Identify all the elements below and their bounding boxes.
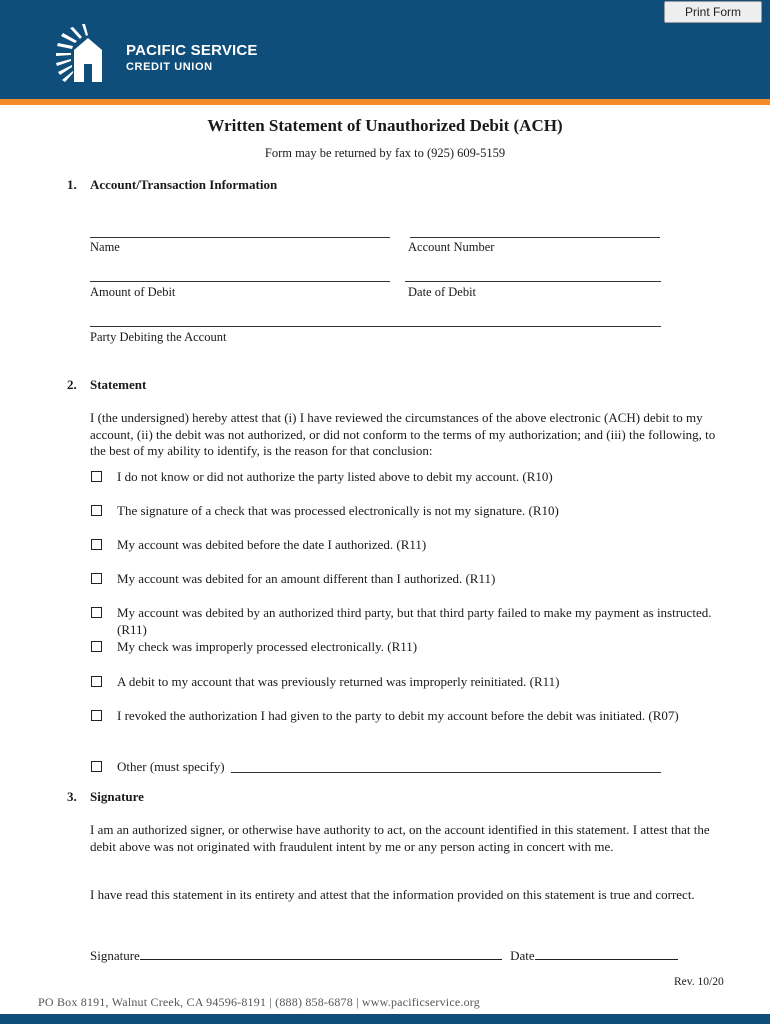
reason-option-4: My account was debited for an amount different than I authorized. (R11) bbox=[117, 571, 496, 586]
date-of-debit-label: Date of Debit bbox=[408, 285, 477, 299]
name-field[interactable] bbox=[90, 237, 390, 238]
party-debiting-field[interactable] bbox=[90, 326, 661, 327]
account-number-label: Account Number bbox=[408, 240, 495, 254]
reason-option-1: I do not know or did not authorize the party listed above to debit my account. (R10) bbox=[117, 469, 553, 484]
reason-option-6: My check was improperly processed electronically. (R11) bbox=[117, 639, 418, 654]
signature-label: Signature bbox=[90, 948, 140, 963]
reason-checkbox-other[interactable] bbox=[91, 761, 102, 772]
logo-name: PACIFIC SERVICE bbox=[126, 42, 258, 59]
date-label: Date bbox=[510, 948, 535, 963]
reason-checkbox-5[interactable] bbox=[91, 607, 102, 618]
signature-row bbox=[90, 947, 678, 964]
party-debiting-label: Party Debiting the Account bbox=[90, 330, 227, 344]
reason-option-3: My account was debited before the date I authorized. (R11) bbox=[117, 537, 427, 552]
section-3-number: 3. bbox=[67, 789, 77, 804]
section-2-title: Statement bbox=[90, 377, 147, 392]
reason-option-other: Other (must specify) bbox=[117, 759, 225, 774]
section-1-number: 1. bbox=[67, 177, 77, 192]
logo-sunburst-icon bbox=[56, 24, 114, 84]
section-2-number: 2. bbox=[67, 377, 77, 392]
revision-note: Rev. 10/20 bbox=[674, 976, 724, 988]
amount-of-debit-label: Amount of Debit bbox=[90, 285, 176, 299]
footer-contact: PO Box 8191, Walnut Creek, CA 94596-8191 | (888) 858-6878 | www.pacificservice.org bbox=[38, 995, 480, 1009]
statement-intro: I (the undersigned) hereby attest that (i) I have reviewed the circumstances of the above electronic (ACH) debit to my account, (ii) the debit was not authorized, or did not conform to the terms of my authorization; and (iii) the following, to the best of my ability to identify, is the reason for that conclusion: bbox=[90, 410, 716, 458]
accent-stripe bbox=[0, 99, 770, 105]
reason-option-8: I revoked the authorization I had given to the party to debit my account before the debit was initiated. (R07) bbox=[117, 708, 679, 723]
signature-confirmation: I have read this statement in its entirety and attest that the information provided on this statement is true and correct. bbox=[90, 887, 695, 902]
print-form-button[interactable]: Print Form bbox=[664, 1, 762, 23]
reason-checkbox-2[interactable] bbox=[91, 505, 102, 516]
signature-field[interactable] bbox=[140, 947, 502, 960]
reason-option-7: A debit to my account that was previously returned was improperly reinitiated. (R11) bbox=[117, 674, 560, 689]
other-specify-field[interactable] bbox=[231, 772, 661, 773]
amount-of-debit-field[interactable] bbox=[90, 281, 390, 282]
account-number-field[interactable] bbox=[410, 237, 660, 238]
date-of-debit-field[interactable] bbox=[405, 281, 661, 282]
reason-option-5: My account was debited by an authorized third party, but that third party failed to make my payment as instructed. (R11) bbox=[117, 605, 712, 637]
form-subtitle: Form may be returned by fax to (925) 609-5159 bbox=[264, 146, 506, 160]
reason-checkbox-6[interactable] bbox=[91, 641, 102, 652]
name-label: Name bbox=[90, 240, 120, 254]
logo bbox=[56, 24, 256, 84]
reason-checkbox-3[interactable] bbox=[91, 539, 102, 550]
section-3-title: Signature bbox=[90, 789, 144, 804]
reason-checkbox-8[interactable] bbox=[91, 710, 102, 721]
reason-checkbox-1[interactable] bbox=[91, 471, 102, 482]
reason-option-2: The signature of a check that was processed electronically is not my signature. (R10) bbox=[117, 503, 559, 518]
signature-date-field[interactable] bbox=[535, 947, 678, 960]
footer-bar bbox=[0, 1014, 770, 1024]
form-title: Written Statement of Unauthorized Debit (ACH) bbox=[207, 116, 563, 135]
logo-subname: CREDIT UNION bbox=[126, 61, 213, 73]
signature-attestation: I am an authorized signer, or otherwise have authority to act, on the account identified in this statement. I attest that the debit above was not originated with fraudulent intent by me or any person acting in concert with me. bbox=[90, 822, 710, 854]
reason-checkbox-4[interactable] bbox=[91, 573, 102, 584]
section-1-title: Account/Transaction Information bbox=[90, 177, 278, 192]
reason-checkbox-7[interactable] bbox=[91, 676, 102, 687]
